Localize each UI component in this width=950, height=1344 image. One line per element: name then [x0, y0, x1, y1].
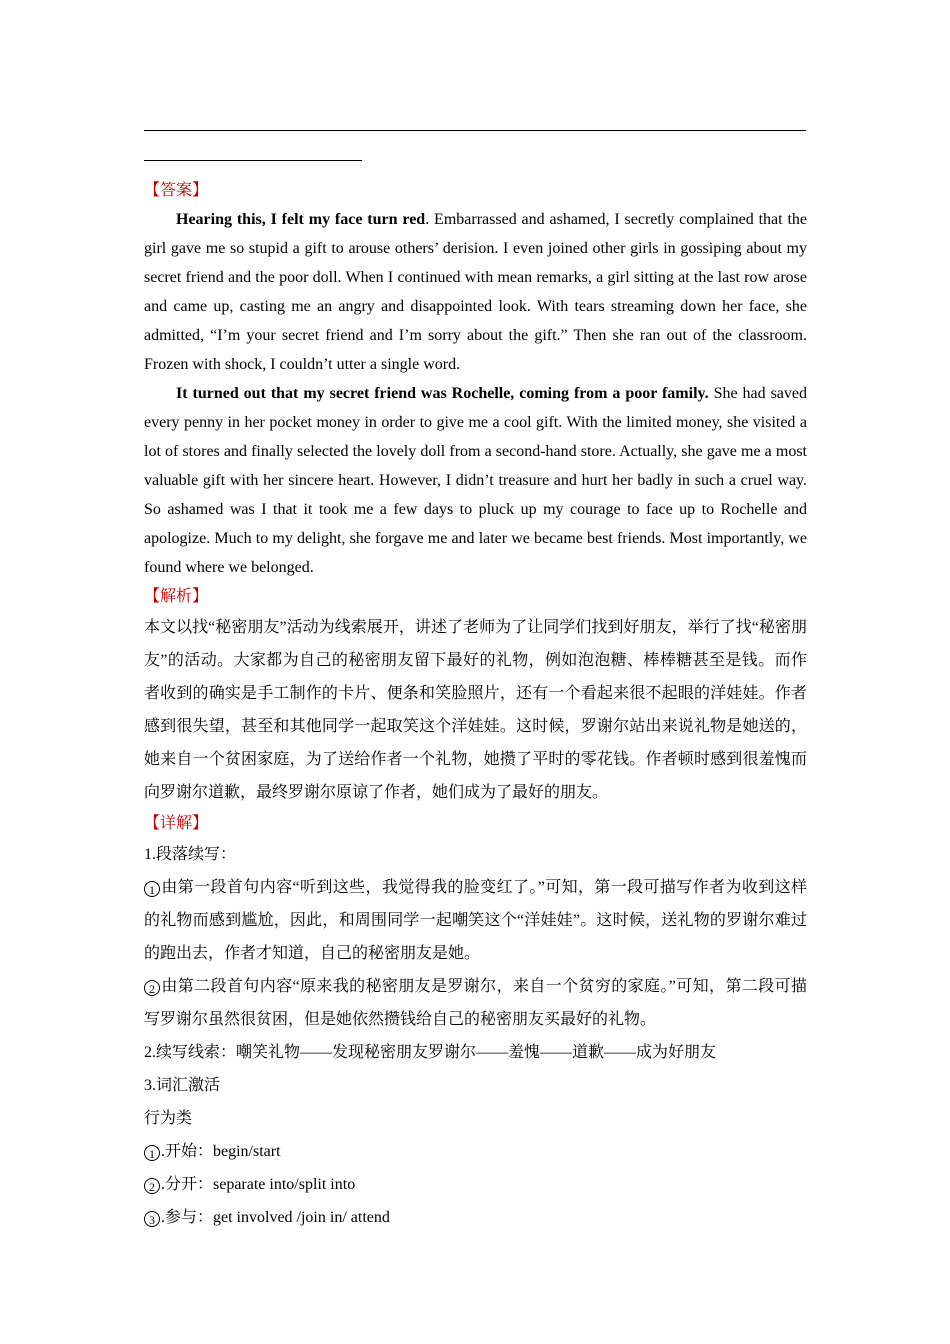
paragraph-1-lead: Hearing this, I felt my face turn red [176, 211, 426, 228]
detail-item-1: 1 由第一段首句内容“听到这些，我觉得我的脸变红了。”可知，第一段可描写作者为收到这样的礼物而感到尴尬，因此，和周围同学一起嘲笑这个“洋娃娃”。这时候，送礼物的罗谢尔难过的跑出去，作者才知道，自己的秘密朋友是她。 [144, 879, 807, 962]
detail-item-2: 2 由第二段首句内容“原来我的秘密朋友是罗谢尔，来自一个贫穷的家庭。”可知，第二段可描写罗谢尔虽然很贫困，但是她依然攒钱给自己的秘密朋友买最好的礼物。 [144, 978, 807, 1028]
vocab-item: 1 .开始：begin/start [144, 1135, 807, 1168]
vocab-item: 2 .分开：separate into/split into [144, 1168, 807, 1201]
paragraph-2-lead: It turned out that my secret friend was Rochelle, coming from a poor family. [176, 385, 709, 402]
detail-heading-2: 2.续写线索：嘲笑礼物——发现秘密朋友罗谢尔——羞愧——道歉——成为好朋友 [144, 1044, 717, 1061]
detail-tag: 【详解】 [144, 815, 209, 832]
detail-heading-3: 3.词汇激活 [144, 1077, 221, 1094]
document-page [144, 116, 807, 1234]
answer-tag: 【答案】 [144, 182, 209, 199]
circled-number-2: 2 [144, 980, 160, 996]
answer-line-1 [144, 130, 806, 131]
answer-paragraph-1: Hearing this, I felt my face turn red. Embarrassed and ashamed, I secretly complained that the girl gave me so stupid a gift to arouse others’ derision. I even joined other girls in gossiping about my secret friend and the poor doll. When I continued with mean remarks, a girl sitting at the last row arose and came up, casting me an angry and disappointed look. With tears streaming down her face, she admitted, “I’m your secret friend and I’m sorry about the gift.” Then she ran out of the classroom. Frozen with shock, I couldn’t utter a single word. [144, 211, 808, 373]
answer-paragraph-2: It turned out that my secret friend was Rochelle, coming from a poor family. She had saved every penny in her pocket money in order to give me a cool gift. With the limited money, she visited a lot of stores and finally selected the lovely doll from a second-hand store. Actually, she gave me a most valuable gift with her sincere heart. However, I didn’t treasure and hurt her badly in such a cruel way. So ashamed was I that it took me a few days to pluck up my courage to face up to Rochelle and apologize. Much to my delight, she forgave me and later we became best friends. Most importantly, we found where we belonged. [144, 385, 807, 576]
circled-number-1: 1 [144, 881, 160, 897]
vocab-category: 行为类 [144, 1110, 193, 1127]
vocab-item: 3 .参与：get involved /join in/ attend [144, 1201, 807, 1234]
detail-heading-1: 1.段落续写： [144, 846, 237, 863]
answer-line-2 [144, 160, 362, 161]
analysis-tag: 【解析】 [144, 588, 209, 605]
analysis-text: 本文以找“秘密朋友”活动为线索展开，讲述了老师为了让同学们找到好朋友，举行了找“秘密朋友”的活动。大家都为自己的秘密朋友留下最好的礼物，例如泡泡糖、棒棒糖甚至是钱。而作者收到的确实是手工制作的卡片、便条和笑脸照片，还有一个看起来很不起眼的洋娃娃。作者感到很失望，甚至和其他同学一起取笑这个洋娃娃。这时候，罗谢尔站出来说礼物是她送的，她来自一个贫困家庭，为了送给作者一个礼物，她攒了平时的零花钱。作者顿时感到很羞愧而向罗谢尔道歉，最终罗谢尔原谅了作者，她们成为了最好的朋友。 [144, 619, 807, 801]
